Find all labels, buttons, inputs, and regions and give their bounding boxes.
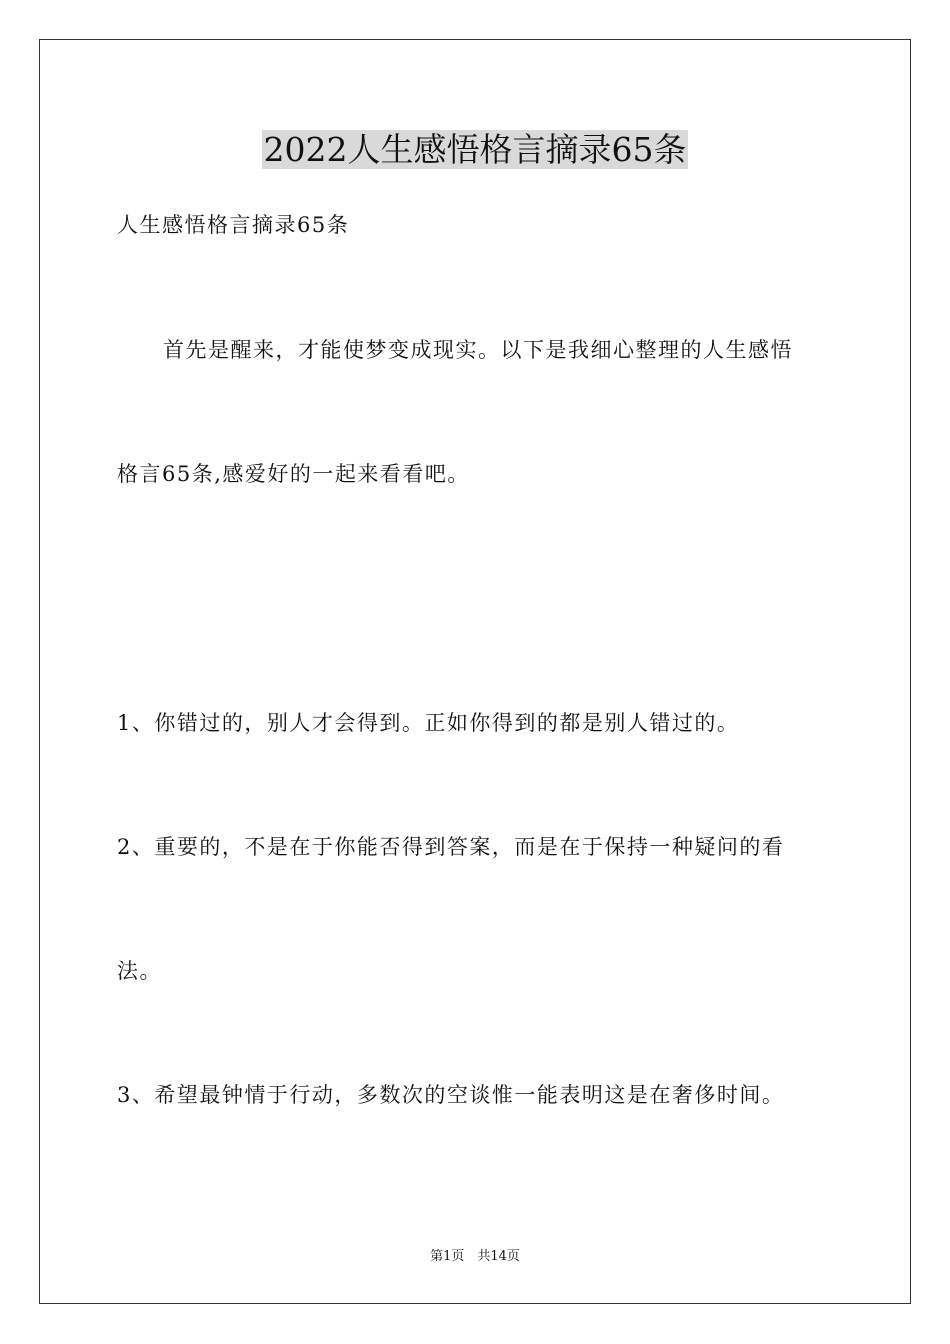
document-subtitle: 人生感悟格言摘录65条 [117, 213, 350, 237]
document-title-text: 2022人生感悟格言摘录65条 [263, 130, 687, 169]
page-footer: 第1页 共14页 [430, 1249, 520, 1264]
intro-line-2: 格言65条,感爱好的一起来看看吧。 [117, 462, 470, 486]
list-item-2-line-2: 法。 [117, 959, 162, 983]
list-item-3: 3、希望最钟情于行动，多数次的空谈惟一能表明这是在奢侈时间。 [117, 1083, 785, 1107]
list-item-2-line-1: 2、重要的，不是在于你能否得到答案，而是在于保持一种疑问的看 [117, 835, 785, 859]
intro-line-1: 首先是醒来，才能使梦变成现实。以下是我细心整理的人生感悟 [163, 338, 793, 362]
document-title [0, 128, 950, 172]
list-item-1: 1、你错过的，别人才会得到。正如你得到的都是别人错过的。 [117, 711, 740, 735]
